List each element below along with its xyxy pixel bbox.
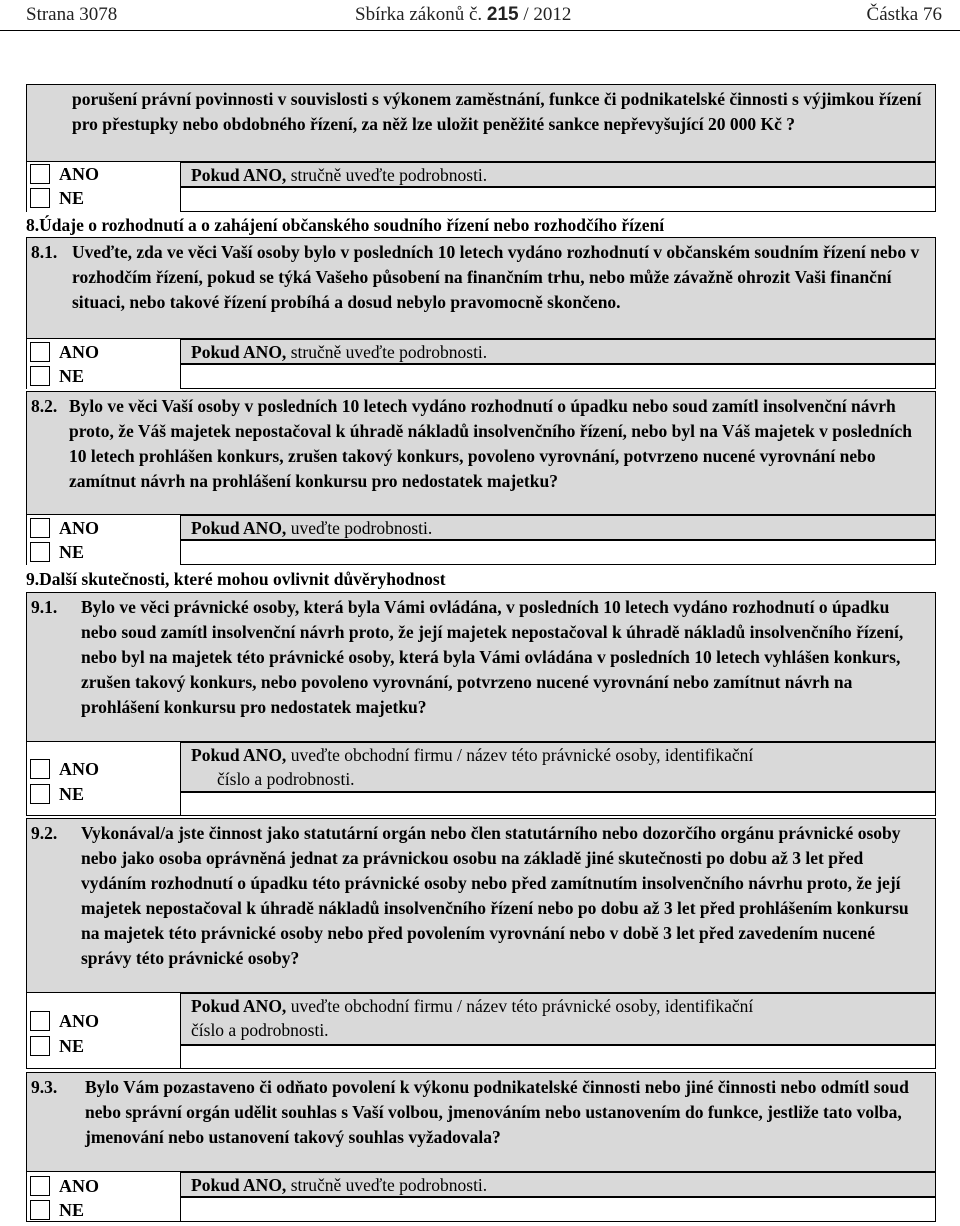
detail-answer-field[interactable] xyxy=(180,792,936,816)
question-box xyxy=(26,84,936,162)
detail-text-continuation: číslo a podrobnosti. xyxy=(217,769,355,789)
question-text: Bylo Vám pozastaveno či odňato povolení k výkonu podnikatelské činnosti nebo jiné činnosti nebo odmítl soud nebo správní orgán udělit souhlas s Vaší volbou, jmenováním nebo ustanovením do funkce, jestliže tato volba, jmenování nebo ustanovení takový souhlas vyžadovala? xyxy=(85,1077,909,1147)
answer-yes xyxy=(26,757,178,781)
no-checkbox[interactable] xyxy=(30,1200,50,1220)
no-label: NE xyxy=(59,366,85,386)
no-checkbox[interactable] xyxy=(30,366,50,386)
answer-yes xyxy=(26,516,178,540)
detail-instruction xyxy=(180,515,936,540)
yes-label: ANO xyxy=(59,1176,99,1196)
collection-reference xyxy=(355,4,571,26)
question-8-2 xyxy=(26,391,936,515)
no-label: NE xyxy=(59,188,85,208)
yes-label: ANO xyxy=(59,759,99,779)
question-number: 8.2. xyxy=(31,396,58,416)
no-checkbox[interactable] xyxy=(30,542,50,562)
detail-text-continuation: číslo a podrobnosti. xyxy=(191,1020,329,1040)
answer-no xyxy=(26,540,178,564)
detail-prefix: Pokud ANO, xyxy=(191,342,287,362)
page-number: Strana 3078 xyxy=(26,4,118,25)
detail-prefix: Pokud ANO, xyxy=(191,1175,287,1195)
yes-label: ANO xyxy=(59,164,99,184)
detail-prefix: Pokud ANO, xyxy=(191,165,287,185)
detail-instruction xyxy=(180,993,936,1045)
detail-text: stručně uveďte podrobnosti. xyxy=(290,1175,488,1195)
detail-answer-field[interactable] xyxy=(180,1045,936,1069)
no-checkbox[interactable] xyxy=(30,188,50,208)
yes-checkbox[interactable] xyxy=(30,342,50,362)
question-text: Bylo ve věci právnické osoby, která byla Vámi ovládána, v posledních 10 letech vydáno rozhodnutí o úpadku nebo soud zamítl insolvenční návrh proto, že její majetek nepostačoval k úhradě nákladů insolvenčního řízení, nebo byl na majetek této právnické osoby, která byla Vámi ovládána v posledních 10 letech vyhlášen konkurs, zrušen takový konkurs, nebo povoleno vyrovnání, potvrzeno nucené vyrovnání nebo zamítnut návrh na prohlášení konkursu pro nedostatek majetku? xyxy=(81,597,904,717)
no-checkbox[interactable] xyxy=(30,784,50,804)
detail-text: stručně uveďte podrobnosti. xyxy=(290,342,488,362)
question-9-2 xyxy=(26,818,936,993)
no-checkbox[interactable] xyxy=(30,1036,50,1056)
answer-yes xyxy=(26,1009,178,1033)
yes-label: ANO xyxy=(59,518,99,538)
answer-no xyxy=(26,364,178,388)
yes-checkbox[interactable] xyxy=(30,164,50,184)
yes-label: ANO xyxy=(59,342,99,362)
detail-prefix: Pokud ANO, xyxy=(191,745,287,765)
yes-checkbox[interactable] xyxy=(30,1176,50,1196)
yes-checkbox[interactable] xyxy=(30,759,50,779)
question-text: Vykonával/a jste činnost jako statutární orgán nebo člen statutárního nebo dozorčího orgánu právnické osoby nebo jako osoba oprávněná jednat za právnickou osobu na základě jiné skutečnosti po dobu až 3 let před vydáním rozhodnutí o úpadku této právnické osoby nebo před zamítnutím insolvenčního návrhu proto, že její majetek nepostačoval k úhradě nákladů insolvenčního řízení nebo po dobu až 3 let před prohlášením konkursu na majetek této právnické osoby nebo před povolením vyrovnání nebo v době 3 let před zavedením nucené správy této právnické osoby? xyxy=(81,823,909,968)
detail-prefix: Pokud ANO, xyxy=(191,518,287,538)
answer-yes xyxy=(26,1174,178,1198)
question-text: porušení právní povinnosti v souvislosti s výkonem zaměstnání, funkce či podnikatelské činnosti s výjimkou řízení pro přestupky nebo obdobného řízení, za něž lze uložit peněžité sankce nepřevyšující 20 000 Kč ? xyxy=(72,89,922,134)
answer-no xyxy=(26,186,178,210)
question-9-3 xyxy=(26,1072,936,1172)
yes-checkbox[interactable] xyxy=(30,518,50,538)
detail-answer-field[interactable] xyxy=(180,364,936,389)
detail-text: uveďte obchodní firmu / název této právnické osoby, identifikační xyxy=(290,996,754,1016)
answer-yes xyxy=(26,162,178,186)
no-label: NE xyxy=(59,542,85,562)
answer-yes xyxy=(26,340,178,364)
page-header xyxy=(0,0,960,32)
question-text: Uveďte, zda ve věci Vaší osoby bylo v posledních 10 letech vydáno rozhodnutí v občanském soudním řízení nebo v rozhodčím řízení, pokud se týká Vašeho působení na finančním trhu, nebo může závažně ohrozit Vaši finanční situaci, nebo takové řízení probíhá a dosud nebylo pravomocně skončeno. xyxy=(72,242,920,312)
detail-instruction xyxy=(180,162,936,187)
detail-instruction xyxy=(180,1172,936,1197)
question-number: 9.2. xyxy=(31,823,58,843)
detail-text: stručně uveďte podrobnosti. xyxy=(290,165,488,185)
answer-no xyxy=(26,1198,178,1222)
no-label: NE xyxy=(59,1200,85,1220)
header-divider xyxy=(0,30,960,31)
answer-no xyxy=(26,1034,178,1058)
yes-checkbox[interactable] xyxy=(30,1011,50,1031)
no-label: NE xyxy=(59,784,85,804)
detail-instruction xyxy=(180,339,936,364)
section-9-title: 9.Další skutečnosti, které mohou ovlivnit důvěryhodnost xyxy=(26,569,446,589)
part-number: Částka 76 xyxy=(866,4,942,25)
detail-instruction xyxy=(180,742,936,792)
detail-answer-field[interactable] xyxy=(180,540,936,565)
question-9-1 xyxy=(26,592,936,742)
detail-prefix: Pokud ANO, xyxy=(191,996,287,1016)
collection-prefix: Sbírka zákonů č. xyxy=(355,4,483,25)
question-number: 8.1. xyxy=(31,242,58,262)
question-number: 9.3. xyxy=(31,1077,58,1097)
question-number: 9.1. xyxy=(31,597,58,617)
detail-answer-field[interactable] xyxy=(180,1197,936,1222)
question-8-1 xyxy=(26,237,936,339)
detail-text: uveďte podrobnosti. xyxy=(290,518,433,538)
question-text: Bylo ve věci Vaší osoby v posledních 10 letech vydáno rozhodnutí o úpadku nebo soud zamítl insolvenční návrh proto, že Váš majetek nepostačoval k úhradě nákladů insolvenčního řízení, nebo byl na Váš majetek v posledních 10 letech prohlášen konkurs, zrušen takový konkurs, povoleno vyrovnání, potvrzeno nucené vyrovnání nebo zamítnut návrh na prohlášení konkursu pro nedostatek majetku? xyxy=(69,396,912,491)
collection-number: 215 xyxy=(486,4,519,25)
no-label: NE xyxy=(59,1036,85,1056)
section-8-title: 8.Údaje o rozhodnutí a o zahájení občanského soudního řízení nebo rozhodčího řízení xyxy=(26,215,665,235)
answer-no xyxy=(26,782,178,806)
collection-year: / 2012 xyxy=(523,4,572,25)
detail-answer-field[interactable] xyxy=(180,187,936,212)
detail-text: uveďte obchodní firmu / název této právnické osoby, identifikační xyxy=(290,745,754,765)
yes-label: ANO xyxy=(59,1011,99,1031)
